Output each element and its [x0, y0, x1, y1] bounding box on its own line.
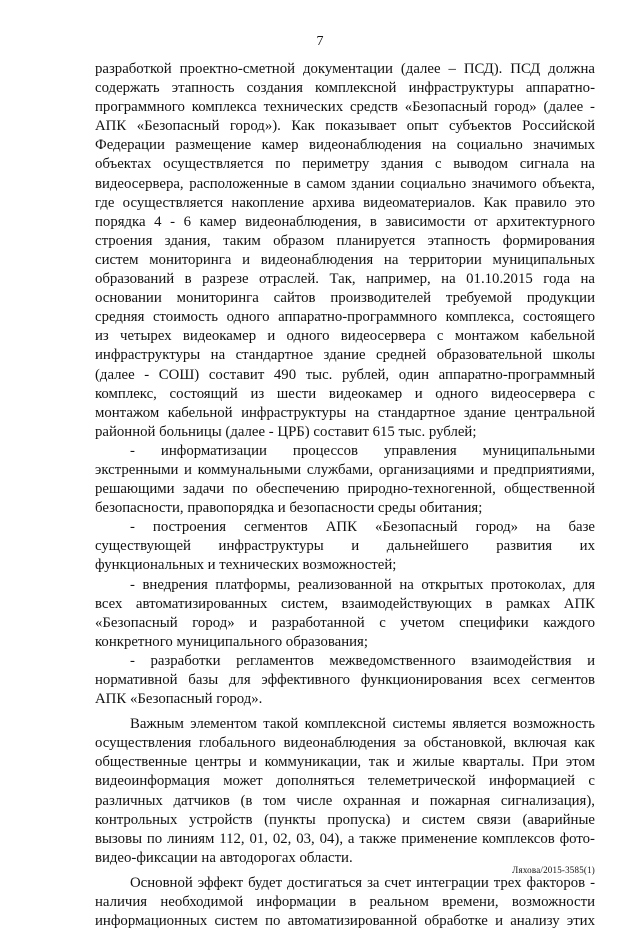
- text-line: - внедрения платформы, реализованной на открытых протоколах, для: [130, 576, 595, 593]
- text-line: общественные центры и коммуникации, так и жилые кварталы. При этом: [95, 754, 595, 771]
- text-line: АПК «Безопасный город»). Как показывает опыт субъектов Российской: [95, 118, 595, 135]
- text-line: программного комплекса технических средств «Безопасный город» (далее -: [95, 99, 595, 116]
- text-line: инфраструктуры на стандартное здание средней образовательной школы: [95, 347, 595, 364]
- text-line: осуществления глобального видеонаблюдения за обстановкой, включая как: [95, 735, 595, 752]
- text-line: безопасности, правопорядка и безопасности среды обитания;: [95, 500, 483, 517]
- document-code: Ляхова/2015-3585(1): [512, 865, 595, 875]
- text-line: Важным элементом такой комплексной системы является возможность: [130, 716, 595, 733]
- text-line: строения здания, таким образом планируется этапность формирования: [95, 232, 595, 249]
- text-line: монтажом кабельной инфраструктуры на стандартное здание центральной: [95, 404, 595, 421]
- text-line: решающими задачи по обеспечению природно-техногенной, общественной: [95, 481, 595, 498]
- text-line: видео-фиксации на автодорогах области.: [95, 849, 353, 866]
- text-line: где осуществляется накопление архива видеоматериалов. Как правило это: [95, 194, 595, 211]
- text-line: районной больницы (далее - ЦРБ) составит 615 тыс. рублей;: [95, 423, 477, 440]
- text-line: существующей инфраструктуры и дальнейшего развития их: [95, 538, 595, 555]
- text-line: видеосервера, расположенные в самом здании социально значимого объекта,: [95, 175, 595, 192]
- text-line: всех автоматизированных систем, взаимодействующих в рамках АПК: [95, 595, 595, 612]
- text-line: различных датчиков (в том числе охранная и пожарная сигнализация),: [95, 792, 595, 809]
- text-line: - разработки регламентов межведомственного взаимодействия и: [130, 652, 595, 669]
- text-line: «Безопасный город» и разработанной с учетом специфики каждого: [95, 614, 595, 631]
- text-line: из четырех видеокамер и одного видеосервера с монтажом кабельной: [95, 328, 595, 345]
- text-line: информационных систем по автоматизированной обработке и анализу этих: [95, 913, 595, 930]
- text-line: объектах осуществляется по периметру здания с выводом сигнала на: [95, 156, 595, 173]
- text-line: Основной эффект будет достигаться за счет интеграции трех факторов -: [130, 874, 595, 891]
- text-line: Федерации размещение камер видеонаблюдения на социально значимых: [95, 137, 595, 154]
- page-number: 7: [316, 34, 324, 49]
- text-line: порядка 4 - 6 камер видеонаблюдения, в зависимости от архитектурного: [95, 213, 595, 230]
- text-line: образований в разрезе отраслей. Так, например, на 01.10.2015 года на: [95, 271, 595, 288]
- text-line: (далее - СОШ) составит 490 тыс. рублей, один аппаратно-программный: [95, 366, 595, 383]
- text-line: основании мониторинга сайтов производителей требуемой продукции: [95, 290, 595, 307]
- text-line: - построения сегментов АПК «Безопасный город» на базе: [130, 519, 595, 536]
- text-line: вызовы по линиям 112, 01, 02, 03, 04), а также применение комплексов фото-: [95, 830, 595, 847]
- text-line: нормативной базы для эффективного функционирования всех сегментов: [95, 672, 595, 688]
- text-line: наличия необходимой информации в реальном времени, возможности: [95, 894, 595, 911]
- text-line: АПК «Безопасный город».: [95, 691, 263, 708]
- text-line: систем мониторинга и видеонаблюдения на территории муниципальных: [95, 251, 595, 268]
- text-line: средняя стоимость одного аппаратно-программного комплекса, состоящего: [95, 309, 595, 326]
- text-line: комплекс, состоящий из шести видеокамер и одного видеосервера с: [95, 385, 595, 402]
- text-line: функциональных и технических возможностей;: [95, 557, 397, 574]
- text-line: - информатизации процессов управления муниципальными: [130, 442, 595, 459]
- text-line: контрольных устройств (пункты пропуска) и систем связи (аварийные: [95, 811, 595, 828]
- text-line: экстренными и коммунальными службами, организациями и предприятиями,: [95, 461, 595, 478]
- text-line: содержать этапность создания комплексной инфраструктуры аппаратно-: [95, 80, 595, 97]
- text-line: разработкой проектно-сметной документации (далее – ПСД). ПСД должна: [95, 61, 595, 77]
- text-line: видеоинформация может дополняться телеметрической информацией с: [95, 773, 595, 790]
- text-line: конкретного муниципального образования;: [95, 633, 368, 650]
- document-body: [95, 60, 595, 931]
